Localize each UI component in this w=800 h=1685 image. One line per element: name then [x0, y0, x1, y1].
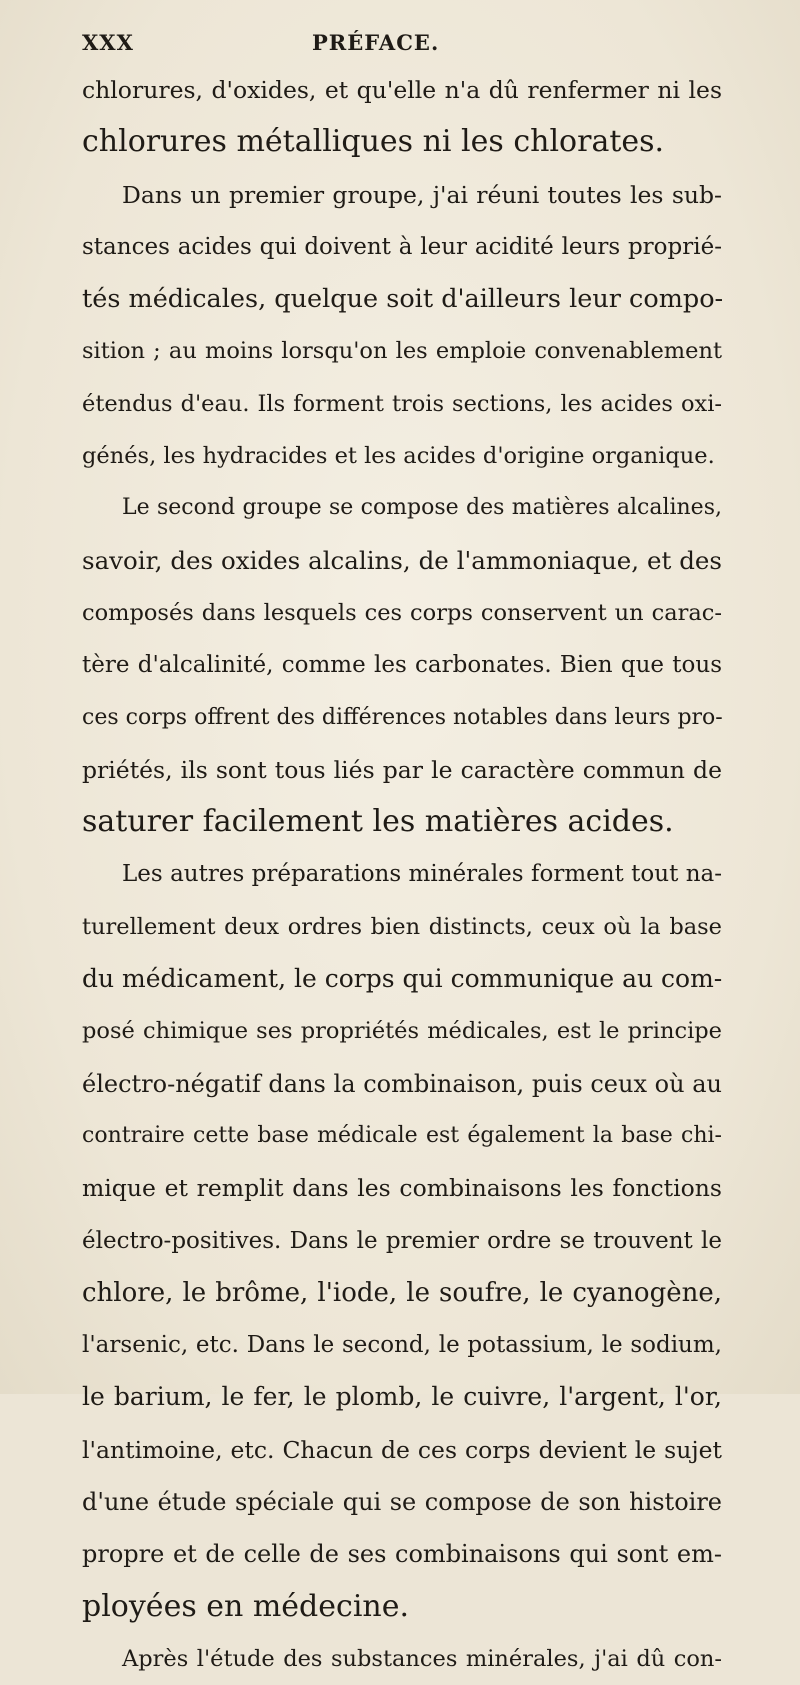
- running-title: PRÉFACE.: [312, 30, 440, 55]
- text-line: chlorures, d'oxides, et qu'elle n'a dû renfermer ni les: [82, 76, 722, 104]
- text-line: turellement deux ordres bien distincts, ceux où la base: [82, 913, 722, 940]
- text-line: Après l'étude des substances minérales, j'ai dû con-: [122, 1645, 722, 1672]
- text-line: d'une étude spéciale qui se compose de son histoire: [82, 1488, 722, 1517]
- text-line: ces corps offrent des différences notables dans leurs pro-: [82, 704, 723, 730]
- text-line: saturer facilement les matières acides.: [82, 804, 674, 840]
- text-line: étendus d'eau. Ils forment trois sections, les acides oxi-: [82, 390, 722, 417]
- text-line: posé chimique ses propriétés médicales, est le principe: [82, 1018, 722, 1045]
- text-line: l'arsenic, etc. Dans le second, le potassium, le sodium,: [82, 1332, 722, 1359]
- text-line: électro-positives. Dans le premier ordre se trouvent le: [82, 1227, 722, 1254]
- text-line: savoir, des oxides alcalins, de l'ammoniaque, et des: [82, 545, 722, 575]
- text-line: stances acides qui doivent à leur acidité leurs proprié-: [82, 233, 722, 260]
- text-line: ployées en médecine.: [82, 1588, 410, 1624]
- text-line: du médicament, le corps qui communique au com-: [82, 964, 723, 994]
- text-line: le barium, le fer, le plomb, le cuivre, l'argent, l'or,: [82, 1382, 722, 1412]
- text-line: composés dans lesquels ces corps conservent un carac-: [82, 599, 722, 626]
- text-line: sition ; au moins lorsqu'on les emploie convenablement: [82, 338, 722, 365]
- text-line: contraire cette base médicale est également la base chi-: [82, 1122, 722, 1148]
- page-header: [82, 30, 722, 58]
- text-line: propre et de celle de ses combinaisons qui sont em-: [82, 1540, 722, 1569]
- text-line: tère d'alcalinité, comme les carbonates. Bien que tous: [82, 652, 722, 679]
- text-line: l'antimoine, etc. Chacun de ces corps devient le sujet: [82, 1435, 722, 1464]
- text-line: chlore, le brôme, l'iode, le soufre, le cyanogène,: [82, 1277, 722, 1308]
- text-line: mique et remplit dans les combinaisons les fonctions: [82, 1174, 722, 1203]
- text-line: Le second groupe se compose des matières alcalines,: [122, 495, 722, 521]
- text-line: génés, les hydracides et les acides d'origine organique.: [82, 443, 715, 470]
- text-line: priétés, ils sont tous liés par le caractère commun de: [82, 755, 722, 784]
- body-text: [82, 64, 722, 1685]
- text-line: électro-négatif dans la combinaison, puis ceux où au: [82, 1069, 722, 1098]
- text-line: Les autres préparations minérales forment tout na-: [122, 861, 722, 888]
- text-line: chlorures métalliques ni les chlorates.: [82, 124, 665, 160]
- text-line: tés médicales, quelque soit d'ailleurs leur compo-: [82, 284, 724, 315]
- page-number: XXX: [82, 30, 134, 55]
- text-line: Dans un premier groupe, j'ai réuni toutes les sub-: [122, 180, 722, 209]
